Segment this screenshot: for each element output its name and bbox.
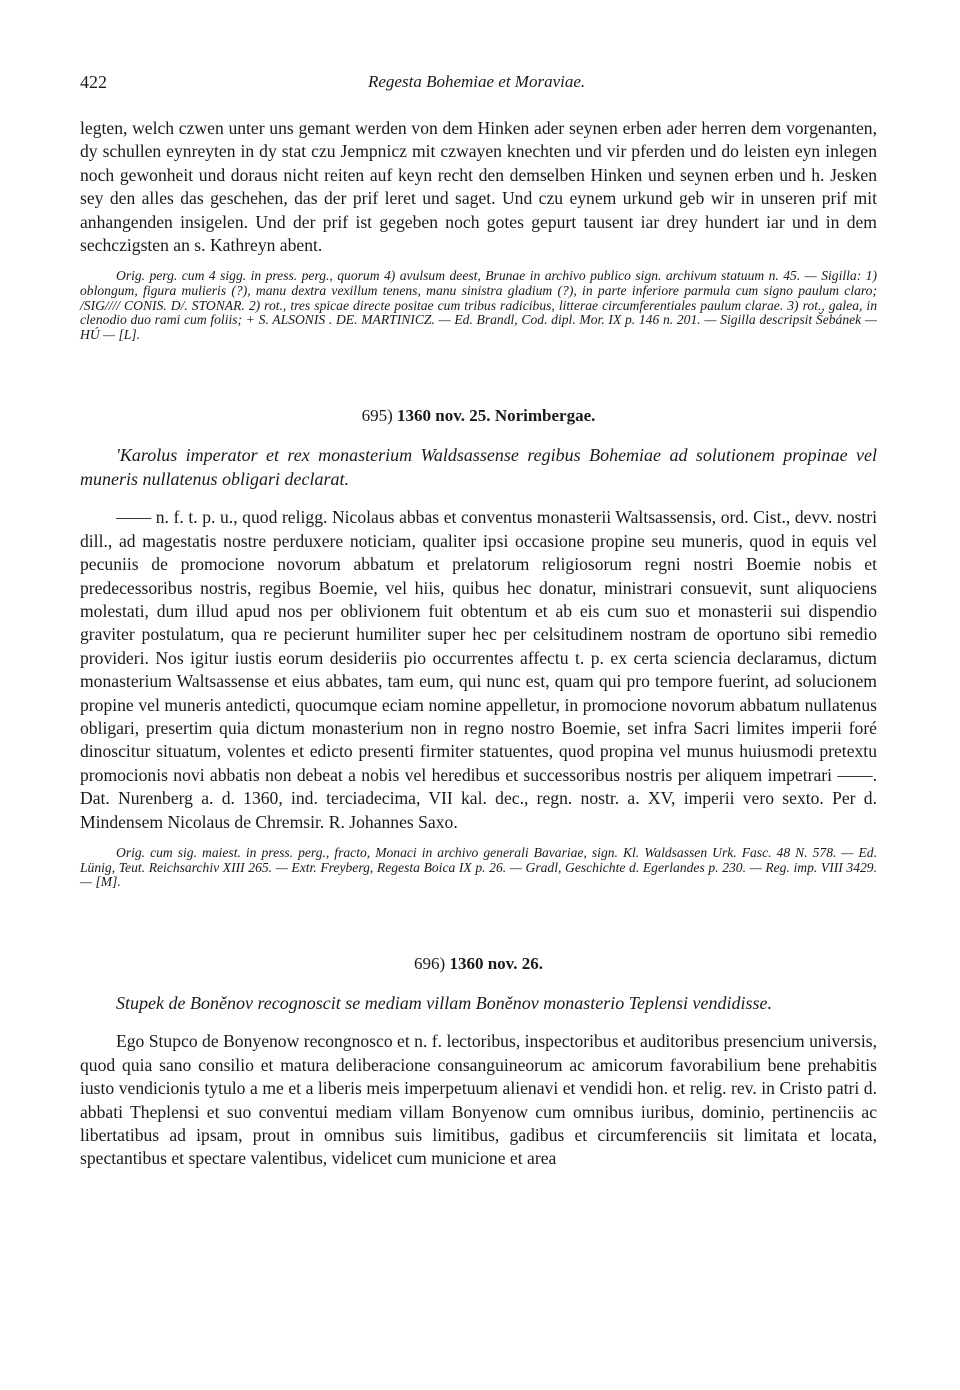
entry-696-date: 1360 nov. 26. [449, 953, 543, 973]
entry-695-heading [80, 406, 877, 426]
entry-696-regest: Stupek de Boněnov recognoscit se mediam villam Boněnov monasterio Teplensi vendidisse. [116, 992, 773, 1013]
page-number: 422 [80, 72, 107, 92]
entry-695-date: 1360 nov. 25. [397, 406, 491, 426]
page-header [80, 72, 877, 96]
continuation-text: legten, welch czwen unter uns gemant werden von dem Hinken ader seynen erben ader herren dem vorgenanten, dy schullen eynreyten in dy stat czu Jempnicz mit czwayen knechten und vir pferden und do leisten eyn inlegen noch gewonheit und doraus nicht reiten auf keyn recht den demselben Hinken und seynen erben und h. Jesken sey den alles das geschehen, das der prif leret und saget. Und czu eynem urkund geb wir in unseren prif mit anhangenden insigelen. Und der prif ist gegeben noch gotes gepurt tausent iar drey hundert iar und in dem sechczigsten an s. Kathreyn abent. [80, 118, 877, 256]
page-body [80, 117, 877, 1171]
entry-696-number: 696) [414, 953, 446, 973]
entry-695-number: 695) [361, 406, 393, 426]
running-title: Regesta Bohemiae et Moraviae. [368, 72, 586, 91]
entry-695-place: Norimbergae. [494, 406, 596, 426]
entry-695-text: —— n. f. t. p. u., quod religg. Nicolaus abbas et conventus monasterii Waltsassensis, ord. Cist., devv. nostri dill., ad magestatis nostre perduxere noticiam, qualiter ipsi occasione propine seu muneris, quod in equis vel pecuniis de promocione novorum abbatum et prelatorum religiosorum regni nostri Boemie nobis et predecessoribus nostris, regibus Boemie, vel hiis, quibus hec donatur, ministrari consuevit, sunt aliquociens molestati, dum illud apud nos per oblivionem fuit obtentum et ab eis cum suo et monasterii sui dispendio graviter postulatum, qua re pecierunt humiliter super hec per celsitudinem nostram de oportuno sibi remedio provideri. Nos igitur iustis eorum desideriis pio occurrentes affectu t. p. ex certa sciencia declaramus, dictum monasterium Waltsassense et eius abbates, tam eum, qui nunc est, quam qui pro tempore fuerint, ad solucionem propine vel muneris antedicti, quocumque eciam nomine appelletur, in promocione novorum abbatum nullatenus obligari, presertim quia dictum monasterium non in regno nostro Boemie, set infra Sacri limites imperii foré dinoscitur situatum, volentes et edicto presenti firmiter statuentes, quod propina vel munus huiusmodi pretextu promocionis novi abbatis non debeat a nobis vel heredibus et successoribus nostris per aliquem impetrari ——. Dat. Nurenberg a. d. 1360, ind. terciadecima, VII kal. dec., regn. nostr. a. XV, imperii vero sexto. Per d. Mindensem Nicolaus de Chremsir. R. Johannes Saxo. [80, 507, 877, 832]
continuation-note: Orig. perg. cum 4 sigg. in press. perg., quorum 4) avulsum deest, Brunae in archivo publico sign. archivum statuum n. 45. — Sigilla: 1) oblongum, figura mulieris (?), manu dextra vexillum tenens, manu sinistra gladium (?), in parte inferiore parmula cum signo paulum claro; /SIG//// CONIS. D/. STONAR. 2) rot., tres spicae directe positae cum tribus radicibus, litterae circumferentiales paulum clarae. 3) rot., galea, in clenodio duo rami cum foliis; + S. ALSONIS . DE. MARTINICZ. — Ed. Brandl, Cod. dipl. Mor. IX p. 146 n. 201. — Sigilla descripsit Šebánek — HÚ — [L]. [80, 268, 877, 342]
entry-696-text: Ego Stupco de Bonyenow recongnosco et n. f. lectoribus, inspectoribus et auditoribus presencium universis, quod quia sano consilio et matura deliberacione consanguineorum ac amicorum favorabilium bene prehabitis iusto vendicionis tytulo a me et a liberis meis imperpetuum alienavi et vendidi hon. et relig. rev. in Cristo patri d. abbati Theplensi et suo conventui mediam villam Bonyenow cum omnibus iuribus, dominio, pertinenciis ac libertatibus ad ipsam, prout in omnibus suis limitibus, gadibus et circumferenciis sit limitata et locata, spectantibus et spectare valentibus, videlicet cum municione et area [80, 1031, 877, 1169]
entry-695-note: Orig. cum sig. maiest. in press. perg., fracto, Monaci in archivo generali Bavariae, sign. Kl. Waldsassen Urk. Fasc. 48 N. 578. — Ed. Lünig, Teut. Reichsarchiv XIII 265. — Extr. Freyberg, Regesta Boica IX p. 26. — Gradl, Geschichte d. Egerlandes p. 230. — Reg. imp. VIII 3429. — [M]. [80, 845, 877, 890]
entry-695-regest: 'Karolus imperator et rex monasterium Waldsassense regibus Bohemiae ad solutionem propinae vel muneris nullatenus obligari declarat. [80, 445, 877, 489]
entry-696-heading [80, 954, 877, 974]
